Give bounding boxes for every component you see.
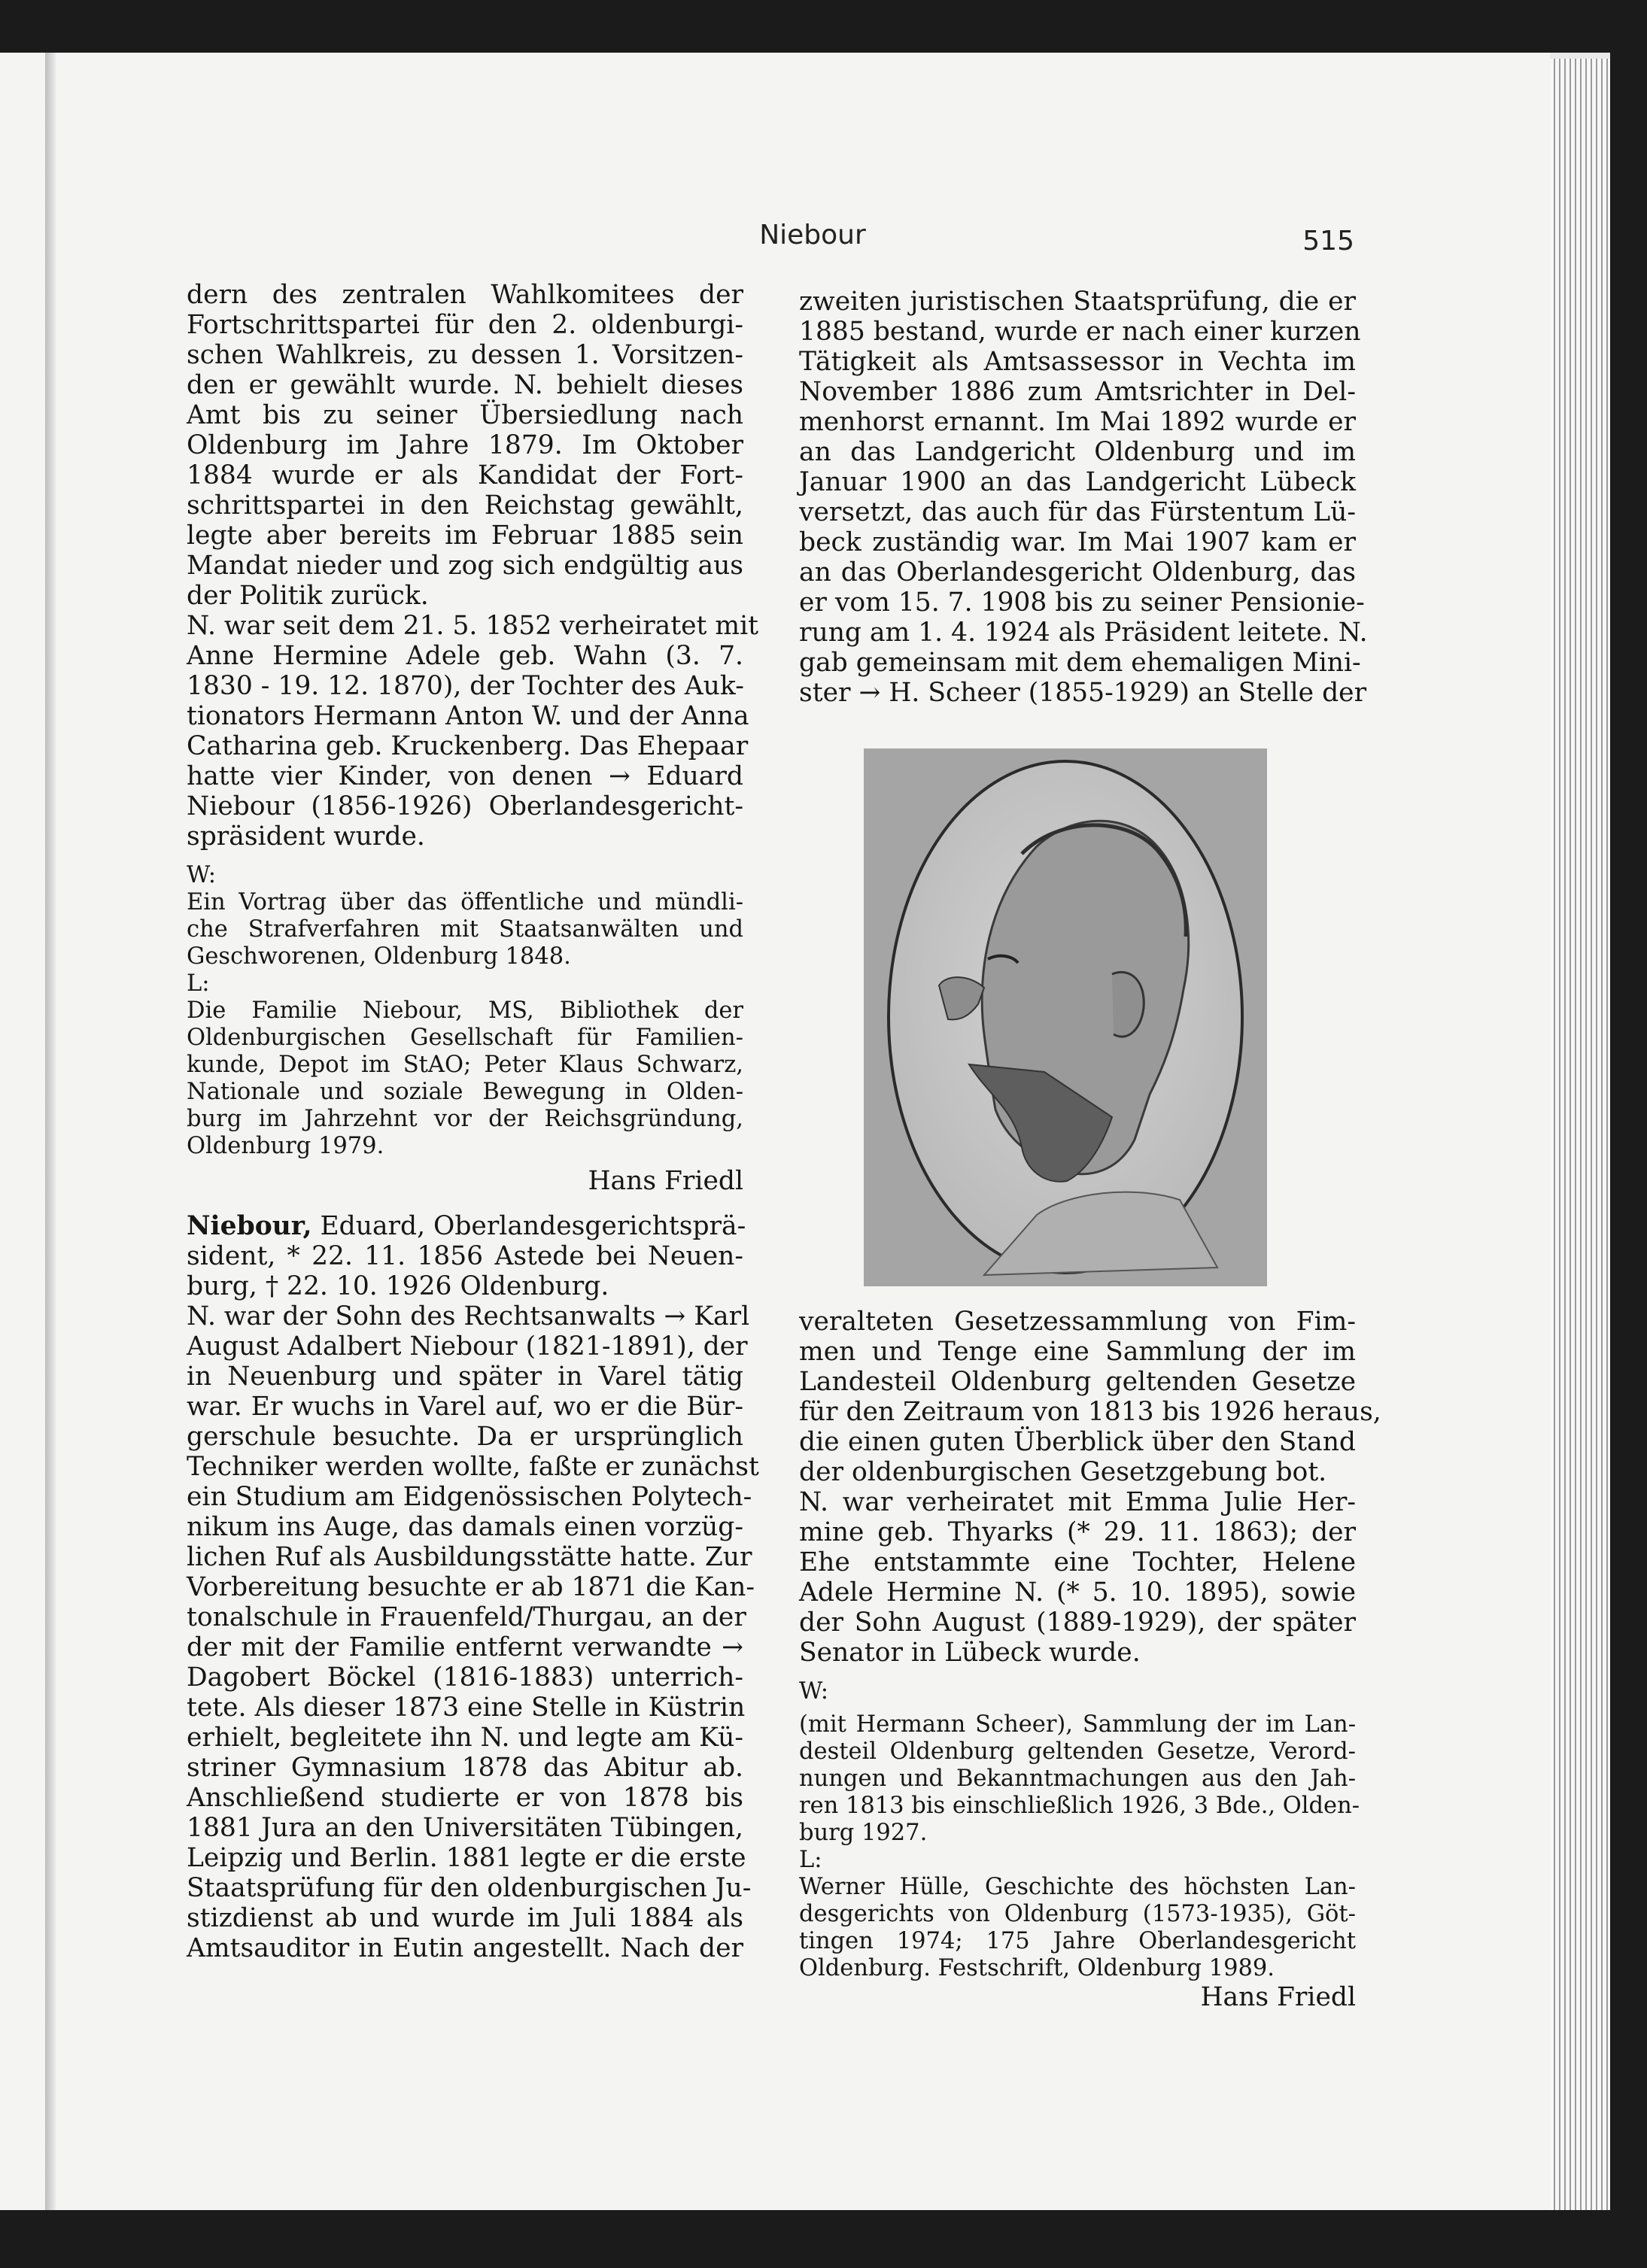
text-line: er vom 15. 7. 1908 bis zu seiner Pensionie- xyxy=(799,587,1365,618)
text-line: Senator in Lübeck wurde. xyxy=(799,1638,1141,1668)
author-signature: Hans Friedl xyxy=(1200,1982,1356,2012)
reference-line: Nationale und soziale Bewegung in Olden- xyxy=(187,1079,743,1105)
left-column xyxy=(187,280,759,1963)
text-line: gerschule besuchte. Da er ursprünglich xyxy=(187,1422,743,1452)
reference-line: ren 1813 bis einschließlich 1926, 3 Bde., Olden- xyxy=(799,1793,1360,1819)
text-line: ein Studium am Eidgenössischen Polytech- xyxy=(187,1482,752,1512)
text-line: mine geb. Thyarks (* 29. 11. 1863); der xyxy=(799,1517,1356,1547)
reference-line: Geschworenen, Oldenburg 1848. xyxy=(187,943,571,970)
text-line: spräsident wurde. xyxy=(187,821,425,852)
text-line: Mandat nieder und zog sich endgültig aus xyxy=(187,551,743,581)
reference-line: Werner Hülle, Geschichte des höchsten Lan- xyxy=(799,1874,1356,1900)
text-line: 1885 bestand, wurde er nach einer kurzen xyxy=(799,317,1361,347)
text-line: men und Tenge eine Sammlung der im xyxy=(799,1337,1356,1367)
entry-name: Niebour, xyxy=(187,1211,312,1241)
text-line: schrittspartei in den Reichstag gewählt, xyxy=(187,490,743,521)
text-line: 1884 wurde er als Kandidat der Fort- xyxy=(187,460,743,490)
text-line: lichen Ruf als Ausbildungsstätte hatte. Zur xyxy=(187,1542,752,1572)
text-line: an das Oberlandesgericht Oldenburg, das xyxy=(799,557,1356,587)
literature-label: L: xyxy=(799,1847,822,1873)
reference-line: Ein Vortrag über das öffentliche und mündli- xyxy=(187,889,743,915)
entry-continuation-paragraph xyxy=(187,280,758,852)
text-line: Staatsprüfung für den oldenburgischen Ju- xyxy=(187,1873,752,1903)
works-label: W: xyxy=(799,1678,828,1705)
scan-background-top xyxy=(0,0,1647,53)
page-gutter xyxy=(45,53,56,2210)
text-line: Leipzig und Berlin. 1881 legte er die erste xyxy=(187,1843,746,1873)
reference-line: Oldenburgischen Gesellschaft für Familien- xyxy=(187,1025,743,1051)
text-line: Amt bis zu seiner Übersiedlung nach xyxy=(187,400,743,430)
text-line: versetzt, das auch für das Fürstentum Lü- xyxy=(799,497,1356,527)
entry-heading-line xyxy=(187,1211,746,1241)
scan-background-bottom xyxy=(0,2210,1647,2268)
reference-line: tingen 1974; 175 Jahre Oberlandesgericht xyxy=(799,1928,1356,1954)
works-label: W: xyxy=(187,862,216,888)
reference-line: desteil Oldenburg geltenden Gesetze, Verord- xyxy=(799,1738,1356,1765)
text-line: der Politik zurück. xyxy=(187,581,429,611)
text-line: gab gemeinsam mit dem ehemaligen Mini- xyxy=(799,648,1361,678)
text-line: Tätigkeit als Amtsassessor in Vechta im xyxy=(799,347,1356,377)
reference-line: desgerichts von Oldenburg (1573-1935), Göt- xyxy=(799,1901,1356,1927)
reference-line: burg im Jahrzehnt vor der Reichsgründung, xyxy=(187,1106,743,1132)
text-line: zweiten juristischen Staatsprüfung, die er xyxy=(799,287,1356,317)
works-section xyxy=(187,862,743,970)
text-line: der oldenburgischen Gesetzgebung bot. xyxy=(799,1457,1327,1487)
right-column-bottom xyxy=(799,1307,1381,2012)
text-line: tete. Als dieser 1873 eine Stelle in Küstrin xyxy=(187,1693,746,1723)
text-line: Anne Hermine Adele geb. Wahn (3. 7. xyxy=(187,641,743,671)
text-line: für den Zeitraum von 1813 bis 1926 heraus, xyxy=(799,1397,1381,1427)
reference-line: Oldenburg 1979. xyxy=(187,1133,384,1159)
text-line: den er gewählt wurde. N. behielt dieses xyxy=(187,370,743,400)
text-line: Techniker werden wollte, faßte er zunächst xyxy=(187,1452,759,1482)
running-title: Niebour xyxy=(759,220,866,250)
text-line: beck zuständig war. Im Mai 1907 kam er xyxy=(799,527,1356,557)
text-line: Landesteil Oldenburg geltenden Gesetze xyxy=(799,1367,1356,1397)
text-line: war. Er wuchs in Varel auf, wo er die Bür- xyxy=(187,1392,743,1422)
right-column-top xyxy=(799,287,1368,708)
reference-line: Die Familie Niebour, MS, Bibliothek der xyxy=(187,997,743,1024)
text-line: veralteten Gesetzessammlung von Fim- xyxy=(799,1307,1356,1337)
scan-background-right xyxy=(1610,0,1647,2268)
literature-label: L: xyxy=(187,970,210,997)
entry-body-paragraph xyxy=(187,1301,759,1963)
text-line: menhorst ernannt. Im Mai 1892 wurde er xyxy=(799,407,1356,437)
text-line: Adele Hermine N. (* 5. 10. 1895), sowie xyxy=(799,1577,1356,1608)
text-line: N. war der Sohn des Rechtsanwalts → Karl xyxy=(187,1301,750,1331)
portrait-image xyxy=(864,748,1267,1286)
text-line: Vorbereitung besuchte er ab 1871 die Kan- xyxy=(187,1572,755,1602)
text-line: ster → H. Scheer (1855-1929) an Stelle der xyxy=(799,678,1367,708)
page-edges xyxy=(1550,59,1610,2210)
text-line: burg, † 22. 10. 1926 Oldenburg. xyxy=(187,1271,609,1301)
text-line: Januar 1900 an das Landgericht Lübeck xyxy=(799,467,1356,497)
portrait-drawing xyxy=(864,748,1267,1286)
entry-heading-text: Eduard, Oberlandesgerichtsprä- xyxy=(311,1211,746,1241)
text-line: sident, * 22. 11. 1856 Astede bei Neuen- xyxy=(187,1241,743,1271)
text-line: 1881 Jura an den Universitäten Tübingen, xyxy=(187,1813,743,1843)
text-line: tonalschule in Frauenfeld/Thurgau, an der xyxy=(187,1602,746,1632)
text-line: rung am 1. 4. 1924 als Präsident leitete. N. xyxy=(799,618,1368,648)
works-section xyxy=(799,1678,1360,1847)
text-line: Anschließend studierte er von 1878 bis xyxy=(187,1783,743,1813)
author-signature: Hans Friedl xyxy=(588,1166,743,1196)
text-line: N. war seit dem 21. 5. 1852 verheiratet mit xyxy=(187,611,758,641)
text-line: striner Gymnasium 1878 das Abitur ab. xyxy=(187,1753,743,1783)
text-line: Fortschrittspartei für den 2. oldenburgi- xyxy=(187,310,743,340)
text-line: Amtsauditor in Eutin angestellt. Nach der xyxy=(187,1933,743,1963)
text-line: der mit der Familie entfernt verwandte → xyxy=(187,1632,743,1662)
reference-line: che Strafverfahren mit Staatsanwälten und xyxy=(187,916,743,943)
text-line: 1830 - 19. 12. 1870), der Tochter des Auk- xyxy=(187,671,744,701)
text-line: schen Wahlkreis, zu dessen 1. Vorsitzen- xyxy=(187,340,743,370)
text-line: N. war verheiratet mit Emma Julie Her- xyxy=(799,1487,1356,1517)
text-line: August Adalbert Niebour (1821-1891), der xyxy=(187,1331,748,1362)
text-line: stizdienst ab und wurde im Juli 1884 als xyxy=(187,1903,743,1933)
text-line: die einen guten Überblick über den Stand xyxy=(799,1427,1356,1457)
text-line: hatte vier Kinder, von denen → Eduard xyxy=(187,761,743,791)
reference-line: nungen und Bekanntmachungen aus den Jah- xyxy=(799,1766,1356,1792)
text-line: in Neuenburg und später in Varel tätig xyxy=(187,1362,743,1392)
text-line: der Sohn August (1889-1929), der später xyxy=(799,1608,1356,1638)
text-line: Dagobert Böckel (1816-1883) unterrich- xyxy=(187,1662,743,1693)
page-number: 515 xyxy=(1302,226,1354,257)
reference-line: kunde, Depot im StAO; Peter Klaus Schwarz, xyxy=(187,1052,743,1078)
reference-line: Oldenburg. Festschrift, Oldenburg 1989. xyxy=(799,1955,1275,1981)
text-line: November 1886 zum Amtsrichter in Del- xyxy=(799,377,1356,407)
literature-section xyxy=(799,1847,1356,1982)
text-line: legte aber bereits im Februar 1885 sein xyxy=(187,521,743,551)
text-line: dern des zentralen Wahlkomitees der xyxy=(187,280,743,310)
text-line: Ehe entstammte eine Tochter, Helene xyxy=(799,1547,1356,1577)
text-line: an das Landgericht Oldenburg und im xyxy=(799,437,1356,467)
text-line: tionators Hermann Anton W. und der Anna xyxy=(187,701,749,731)
text-line: Catharina geb. Kruckenberg. Das Ehepaar xyxy=(187,731,749,761)
entry-heading xyxy=(187,1211,746,1301)
text-line: Niebour (1856-1926) Oberlandesgericht- xyxy=(187,791,743,821)
reference-line: (mit Hermann Scheer), Sammlung der im Lan- xyxy=(799,1711,1356,1738)
text-line: erhielt, begleitete ihn N. und legte am Kü- xyxy=(187,1723,743,1753)
text-line: Oldenburg im Jahre 1879. Im Oktober xyxy=(187,430,743,460)
literature-section xyxy=(187,970,743,1160)
reference-line: burg 1927. xyxy=(799,1820,928,1846)
text-line: nikum ins Auge, das damals einen vorzüg- xyxy=(187,1512,743,1542)
